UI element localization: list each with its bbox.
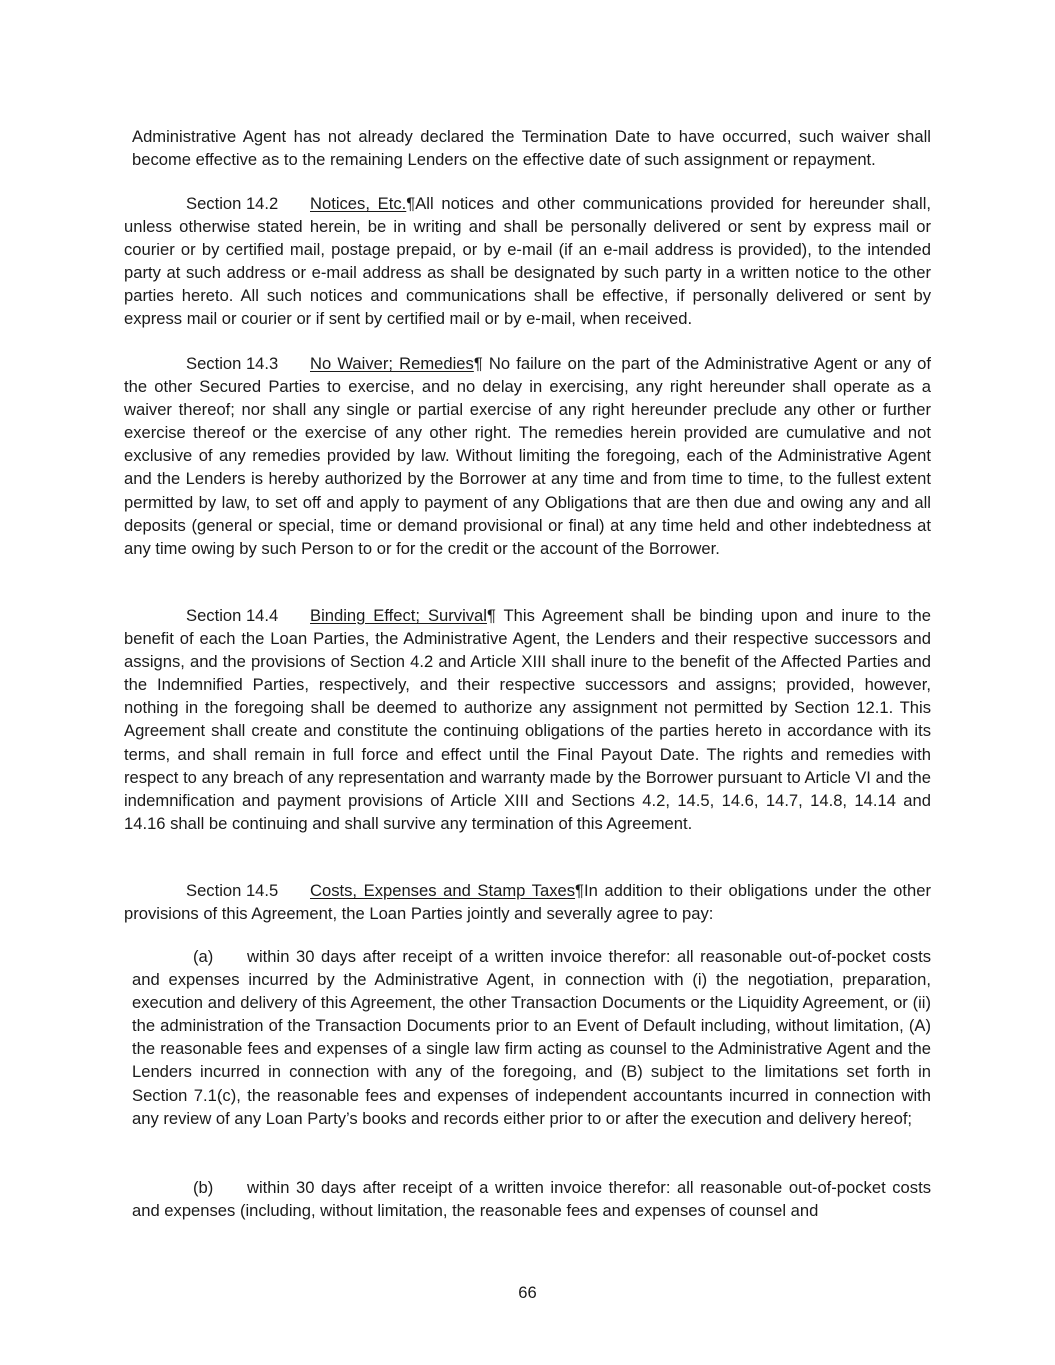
section-14-4 xyxy=(124,604,931,835)
page-number: 66 xyxy=(518,1283,537,1302)
section-number: Section 14.4 xyxy=(186,606,279,625)
paragraph-mark: ¶ xyxy=(486,606,496,625)
list-item-a xyxy=(132,945,931,1130)
section-number: Section 14.5 xyxy=(186,881,279,900)
item-text: within 30 days after receipt of a written invoice therefor: all reasonable out-of-pocket costs and expenses (including, without limitation, the reasonable fees and expenses of counsel and xyxy=(132,1178,931,1221)
section-heading: No Waiver; Remedies xyxy=(310,354,474,373)
section-14-2 xyxy=(124,192,931,331)
list-item-b xyxy=(132,1176,931,1222)
item-label: (b) xyxy=(193,1178,214,1197)
section-body: This Agreement shall be binding upon and inure to the benefit of each the Loan Parties, the Administrative Agent, the Lenders and their respective successors and assigns, and the provisions of Section 4.2 and Article XIII shall inure to the benefit of the Affected Parties and the Indemnified Parties, respectively, and their respective successors and assigns; provided, however, nothing in the foregoing shall be deemed to authorize any assignment not permitted by Section 12.1. This Agreement shall create and constitute the continuing obligations of the parties hereto in accordance with its terms, and shall remain in full force and effect until the Final Payout Date. The rights and remedies with respect to any breach of any representation and warranty made by the Borrower pursuant to Article VI and the indemnification and payment provisions of Article XIII and Sections 4.2, 14.5, 14.6, 14.7, 14.8, 14.14 and 14.16 shall be continuing and shall survive any termination of this Agreement. xyxy=(124,606,931,833)
item-label: (a) xyxy=(193,947,214,966)
section-heading: Notices, Etc. xyxy=(310,194,407,213)
section-body: No failure on the part of the Administrative Agent or any of the other Secured Parties to exercise, and no delay in exercising, any right hereunder shall operate as a waiver thereof; nor shall any single or partial exercise of any right hereunder preclude any other or further exercise thereof or the exercise of any other right. The remedies herein provided are cumulative and not exclusive of any remedies provided by law. Without limiting the foregoing, each of the Administrative Agent and the Lenders is hereby authorized by the Borrower at any time and from time to time, to the fullest extent permitted by law, to set off and apply to payment of any Obligations that are then due and owing any and all deposits (general or special, time or demand provisional or final) at any time held and other indebtedness at any time owing by such Person to or for the credit or the account of the Borrower. xyxy=(124,354,931,558)
paragraph-mark: ¶ xyxy=(575,881,584,900)
section-heading: Binding Effect; Survival xyxy=(310,606,487,625)
section-body: All notices and other communications provided for hereunder shall, unless otherwise stated herein, be in writing and shall be personally delivered or sent by express mail or courier or by certified mail, postage prepaid, or by e-mail (if an e-mail address is provided), to the intended party at such address or e-mail address as shall be designated by such party in a written notice to the other parties hereto. All such notices and communications shall be effective, if personally delivered or sent by express mail or courier or if sent by certified mail or by e-mail, when received. xyxy=(124,194,931,329)
paragraph-mark: ¶ xyxy=(473,354,483,373)
section-body: In addition to their obligations under the other provisions of this Agreement, the Loan Parties jointly and severally agree to pay: xyxy=(124,881,931,924)
section-14-5 xyxy=(124,879,931,925)
paragraph-mark: ¶ xyxy=(406,194,416,213)
continuation-paragraph: Administrative Agent has not already declared the Termination Date to have occurred, such waiver shall become effective as to the remaining Lenders on the effective date of such assignment or repayment. xyxy=(132,127,931,170)
item-text: within 30 days after receipt of a written invoice therefor: all reasonable out-of-pocket costs and expenses incurred by the Administrative Agent, in connection with (i) the negotiation, preparation, execution and delivery of this Agreement, the other Transaction Documents or the Liquidity Agreement, or (ii) the administration of the Transaction Documents prior to an Event of Default including, without limitation, (A) the reasonable fees and expenses of a single law firm acting as counsel to the Administrative Agent and the Lenders incurred in connection with any of the foregoing, and (B) subject to the limitations set forth in Section 7.1(c), the reasonable fees and expenses of independent accountants incurred in connection with any review of any Loan Party’s books and records either prior to or after the execution and delivery hereof; xyxy=(132,947,931,1128)
section-number: Section 14.2 xyxy=(186,194,279,213)
section-14-3 xyxy=(124,352,931,560)
section-number: Section 14.3 xyxy=(186,354,279,373)
section-heading: Costs, Expenses and Stamp Taxes xyxy=(310,881,576,900)
